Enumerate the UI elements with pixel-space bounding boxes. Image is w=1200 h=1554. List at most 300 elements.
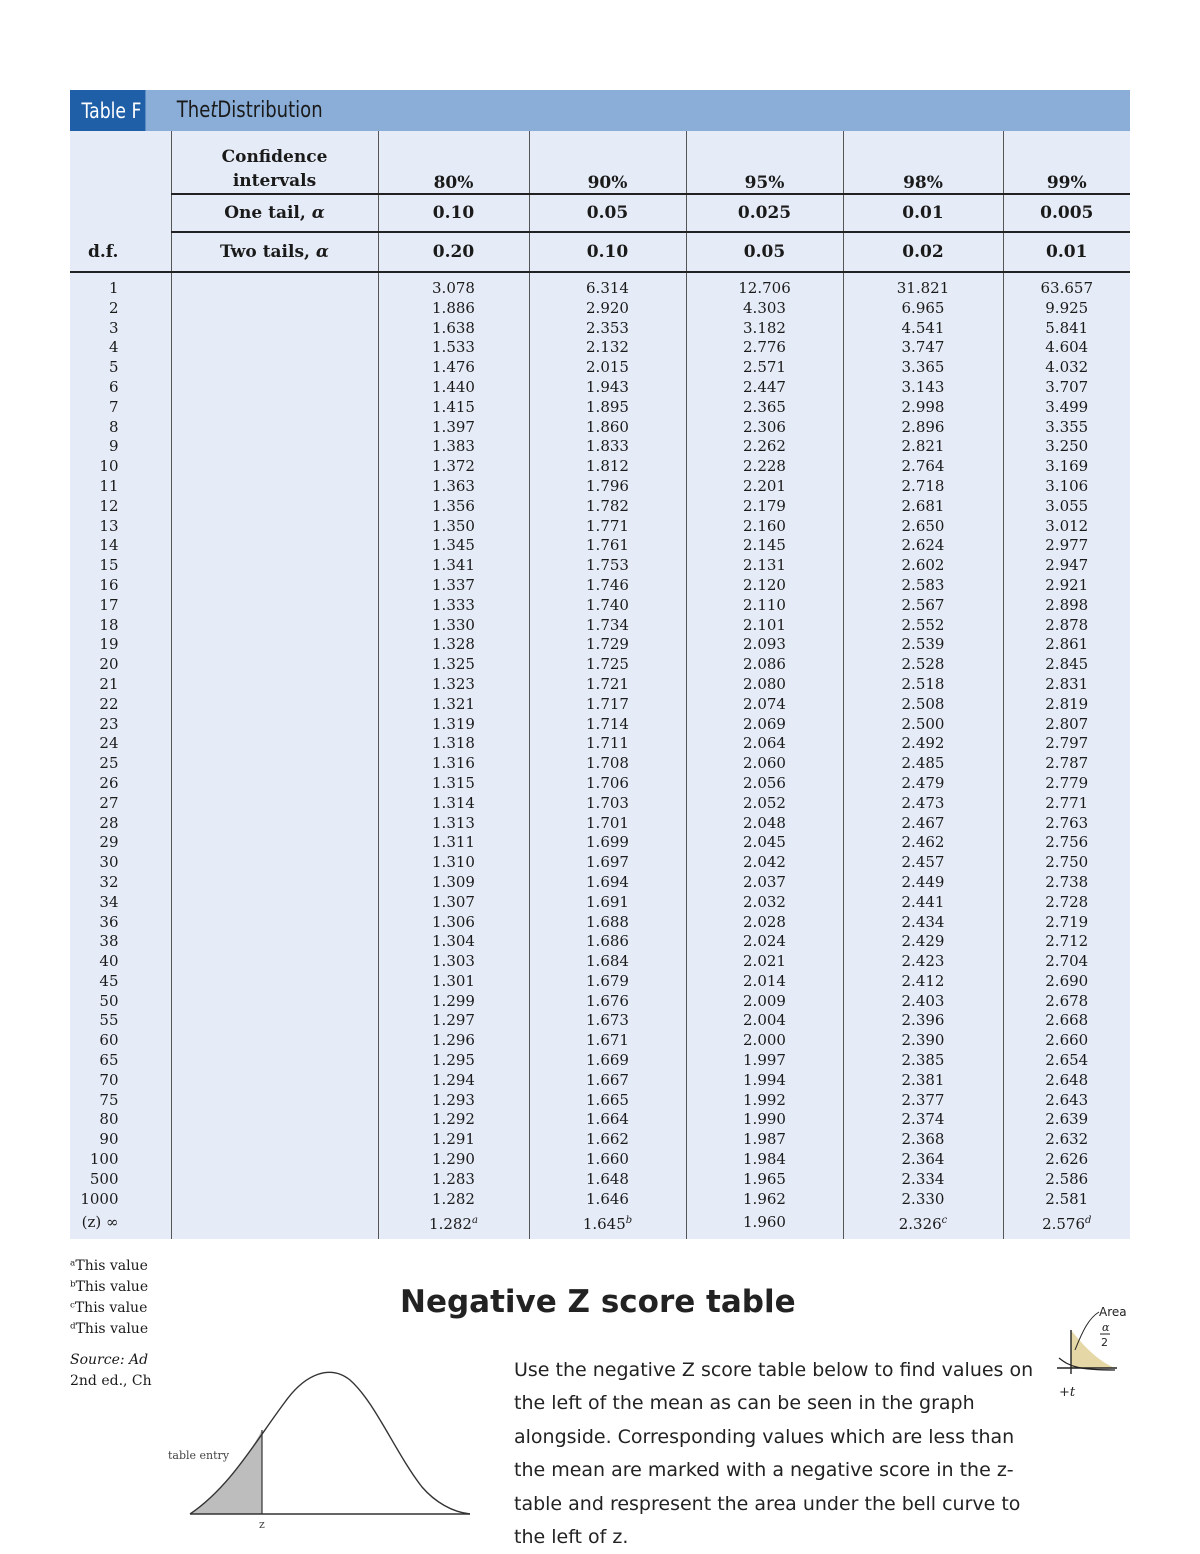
critical-value: 1.711 [529, 734, 686, 754]
two-tail-header: 0.10 [529, 232, 686, 272]
critical-value: 1.440 [378, 378, 529, 398]
table-row [70, 616, 1130, 636]
df-value: 12 [99, 496, 119, 515]
critical-value: 2.434 [843, 913, 1003, 933]
critical-value: 1.299 [378, 992, 529, 1012]
t-axis-label: +t [1059, 1385, 1076, 1400]
df-value: 16 [99, 575, 119, 594]
critical-value: 2.750 [1003, 853, 1130, 873]
critical-value: 2.704 [1003, 952, 1130, 972]
critical-value: 2.719 [1003, 913, 1130, 933]
critical-value: 1.679 [529, 972, 686, 992]
table-row [70, 734, 1130, 754]
critical-value: 1.962 [686, 1190, 843, 1210]
critical-value: 2.738 [1003, 873, 1130, 893]
critical-value: 2.763 [1003, 814, 1130, 834]
df-value: 13 [99, 516, 119, 535]
critical-value: 2.429 [843, 932, 1003, 952]
label-spacer [171, 616, 378, 636]
t-distribution-sheet [70, 90, 1130, 1239]
critical-value: 1.301 [378, 972, 529, 992]
critical-value: 2.797 [1003, 734, 1130, 754]
critical-value: 1.753 [529, 556, 686, 576]
critical-value: 6.314 [529, 272, 686, 299]
table-row [70, 497, 1130, 517]
label-spacer [171, 1130, 378, 1150]
label-spacer [171, 853, 378, 873]
critical-value: 1.860 [529, 418, 686, 438]
critical-value: 1.304 [378, 932, 529, 952]
table-row [70, 378, 1130, 398]
critical-value: 2.977 [1003, 536, 1130, 556]
critical-value: 2.831 [1003, 675, 1130, 695]
table-row [70, 576, 1130, 596]
critical-value: 2.583 [843, 576, 1003, 596]
table-row [70, 272, 1130, 299]
table-row [70, 398, 1130, 418]
critical-value: 2.821 [843, 437, 1003, 457]
critical-value: 1.686 [529, 932, 686, 952]
critical-value: 1.721 [529, 675, 686, 695]
critical-value: 3.012 [1003, 517, 1130, 537]
conf-header: 95% [686, 131, 843, 194]
label-spacer [171, 655, 378, 675]
df-value: 25 [99, 754, 119, 773]
label-spacer [171, 814, 378, 834]
critical-value: 2.654 [1003, 1051, 1130, 1071]
label-spacer [171, 1150, 378, 1170]
df-value: 6 [108, 377, 119, 396]
critical-value: 2.624 [843, 536, 1003, 556]
critical-value: 2.330 [843, 1190, 1003, 1210]
table-row [70, 972, 1130, 992]
df-value: 65 [99, 1051, 119, 1070]
critical-value: 2.412 [843, 972, 1003, 992]
critical-value: 2.074 [686, 695, 843, 715]
critical-value: 1.994 [686, 1071, 843, 1091]
label-spacer [171, 774, 378, 794]
critical-value: 2.998 [843, 398, 1003, 418]
df-value: 32 [99, 872, 119, 891]
area-shade [1071, 1330, 1115, 1368]
critical-value: 2.552 [843, 616, 1003, 636]
one-tail-header: 0.005 [1003, 194, 1130, 232]
source-line-2: 2nd ed., Ch [70, 1373, 152, 1389]
critical-value: 2.712 [1003, 932, 1130, 952]
critical-value: 2.334 [843, 1170, 1003, 1190]
df-value: 34 [99, 892, 119, 911]
table-row [70, 715, 1130, 735]
label-spacer [171, 893, 378, 913]
label-spacer [171, 992, 378, 1012]
footnote-marker: d [1085, 1214, 1092, 1226]
table-row [70, 635, 1130, 655]
one-tail-header: 0.05 [529, 194, 686, 232]
label-spacer [171, 1051, 378, 1071]
critical-value: 2.262 [686, 437, 843, 457]
table-title: The t Distribution [176, 98, 323, 123]
table-row [70, 675, 1130, 695]
table-row [70, 536, 1130, 556]
critical-value: 2.120 [686, 576, 843, 596]
critical-value: 1.688 [529, 913, 686, 933]
critical-value: 1.328 [378, 635, 529, 655]
critical-value: 2.086 [686, 655, 843, 675]
table-row [70, 1170, 1130, 1190]
table-row [70, 1091, 1130, 1111]
conf-header: 98% [843, 131, 1003, 194]
critical-value: 2.728 [1003, 893, 1130, 913]
critical-value: 2.845 [1003, 655, 1130, 675]
table-row [70, 1071, 1130, 1091]
df-value: 5 [108, 358, 119, 377]
critical-value: 1.316 [378, 754, 529, 774]
table-row [70, 1051, 1130, 1071]
critical-value: 3.169 [1003, 457, 1130, 477]
critical-value: 1.383 [378, 437, 529, 457]
critical-value: 2.457 [843, 853, 1003, 873]
critical-value: 1.319 [378, 715, 529, 735]
critical-value: 3.106 [1003, 477, 1130, 497]
table-row [70, 1011, 1130, 1031]
df-value: 70 [99, 1070, 119, 1089]
label-spacer [171, 794, 378, 814]
critical-value: 1.345 [378, 536, 529, 556]
critical-value: 2.364 [843, 1150, 1003, 1170]
critical-value: 2.787 [1003, 754, 1130, 774]
label-spacer [171, 418, 378, 438]
critical-value: 2.518 [843, 675, 1003, 695]
critical-value: 1.812 [529, 457, 686, 477]
label-spacer [171, 952, 378, 972]
critical-value: 1.533 [378, 338, 529, 358]
df-value: 4 [108, 338, 119, 357]
conf-header: 99% [1003, 131, 1130, 194]
title-bar [70, 90, 1130, 131]
df-value: 80 [99, 1110, 119, 1129]
critical-value: 1.761 [529, 536, 686, 556]
critical-value: 2.015 [529, 358, 686, 378]
label-spacer [171, 497, 378, 517]
critical-value: 2.756 [1003, 833, 1130, 853]
label-spacer [171, 1091, 378, 1111]
critical-value: 2.385 [843, 1051, 1003, 1071]
label-spacer [171, 378, 378, 398]
critical-value: 1.295 [378, 1051, 529, 1071]
critical-value: 1.676 [529, 992, 686, 1012]
df-value: 11 [99, 476, 119, 495]
critical-value: 2.021 [686, 952, 843, 972]
table-row [70, 358, 1130, 378]
table-row [70, 1190, 1130, 1210]
critical-value: 1.648 [529, 1170, 686, 1190]
critical-value: 1.283 [378, 1170, 529, 1190]
critical-value: 1.293 [378, 1091, 529, 1111]
two-tail-header-row [70, 232, 1130, 272]
df-value: 100 [89, 1150, 119, 1169]
critical-value: 1.706 [529, 774, 686, 794]
critical-value: 2.896 [843, 418, 1003, 438]
table-row-infinity [70, 1209, 1130, 1239]
critical-value: 2.009 [686, 992, 843, 1012]
critical-value: 3.747 [843, 338, 1003, 358]
critical-value: 1.729 [529, 635, 686, 655]
critical-value: 1.645$^b$ [529, 1209, 686, 1239]
df-value: 19 [99, 635, 119, 654]
critical-value: 2.403 [843, 992, 1003, 1012]
label-spacer [171, 556, 378, 576]
label-spacer [171, 596, 378, 616]
critical-value: 2.639 [1003, 1110, 1130, 1130]
table-row [70, 913, 1130, 933]
critical-value: 1.321 [378, 695, 529, 715]
critical-value: 1.697 [529, 853, 686, 873]
confidence-label: Confidence intervals [171, 131, 378, 194]
critical-value: 1.699 [529, 833, 686, 853]
critical-value: 1.671 [529, 1031, 686, 1051]
df-value: 20 [99, 655, 119, 674]
critical-value: 9.925 [1003, 299, 1130, 319]
critical-value: 1.323 [378, 675, 529, 695]
label-spacer [171, 1170, 378, 1190]
critical-value: 1.290 [378, 1150, 529, 1170]
df-value: 2 [108, 298, 119, 317]
df-value: 23 [99, 714, 119, 733]
table-entry-label: table entry [168, 1449, 230, 1462]
critical-value: 2.528 [843, 655, 1003, 675]
label-spacer [171, 477, 378, 497]
label-spacer [171, 319, 378, 339]
critical-value: 2.000 [686, 1031, 843, 1051]
critical-value: 1.476 [378, 358, 529, 378]
table-row [70, 299, 1130, 319]
critical-value: 2.377 [843, 1091, 1003, 1111]
critical-value: 2.467 [843, 814, 1003, 834]
critical-value: 1.684 [529, 952, 686, 972]
critical-value: 1.341 [378, 556, 529, 576]
critical-value: 2.374 [843, 1110, 1003, 1130]
label-spacer [171, 754, 378, 774]
left-tail-area [190, 1430, 262, 1514]
df-value: 45 [99, 971, 119, 990]
critical-value: 2.449 [843, 873, 1003, 893]
critical-value: 2.771 [1003, 794, 1130, 814]
critical-value: 1.997 [686, 1051, 843, 1071]
label-spacer [171, 972, 378, 992]
critical-value: 2.920 [529, 299, 686, 319]
table-row [70, 754, 1130, 774]
df-value: 55 [99, 1011, 119, 1030]
df-value: 3 [108, 318, 119, 337]
critical-value: 2.660 [1003, 1031, 1130, 1051]
one-tail-header: 0.10 [378, 194, 529, 232]
critical-value: 3.055 [1003, 497, 1130, 517]
critical-value: 2.045 [686, 833, 843, 853]
table-row [70, 596, 1130, 616]
df-value: 24 [99, 734, 119, 753]
critical-value: 2.921 [1003, 576, 1130, 596]
t-distribution-table [70, 131, 1130, 1239]
critical-value: 2.473 [843, 794, 1003, 814]
critical-value: 2.581 [1003, 1190, 1130, 1210]
critical-value: 1.314 [378, 794, 529, 814]
one-tail-header: 0.025 [686, 194, 843, 232]
critical-value: 2.069 [686, 715, 843, 735]
critical-value: 1.310 [378, 853, 529, 873]
critical-value: 1.691 [529, 893, 686, 913]
critical-value: 1.703 [529, 794, 686, 814]
critical-value: 2.080 [686, 675, 843, 695]
critical-value: 2.678 [1003, 992, 1130, 1012]
label-spacer [171, 457, 378, 477]
label-spacer [171, 932, 378, 952]
critical-value: 2.681 [843, 497, 1003, 517]
table-body [70, 272, 1130, 1239]
df-value: 500 [89, 1169, 119, 1188]
one-tail-header: 0.01 [843, 194, 1003, 232]
conf-header: 90% [529, 131, 686, 194]
label-spacer [171, 695, 378, 715]
critical-value: 3.250 [1003, 437, 1130, 457]
label-spacer [171, 715, 378, 735]
critical-value: 1.307 [378, 893, 529, 913]
critical-value: 2.485 [843, 754, 1003, 774]
critical-value: 2.898 [1003, 596, 1130, 616]
critical-value: 1.664 [529, 1110, 686, 1130]
df-value: 18 [99, 615, 119, 634]
df-value: 17 [99, 595, 119, 614]
df-value: 60 [99, 1031, 119, 1050]
critical-value: 2.878 [1003, 616, 1130, 636]
table-row [70, 695, 1130, 715]
df-value: 26 [99, 773, 119, 792]
critical-value: 2.306 [686, 418, 843, 438]
critical-value: 63.657 [1003, 272, 1130, 299]
critical-value: 1.734 [529, 616, 686, 636]
label-spacer [171, 338, 378, 358]
label-spacer [171, 536, 378, 556]
critical-value: 1.303 [378, 952, 529, 972]
critical-value: 1.782 [529, 497, 686, 517]
df-value: 38 [99, 932, 119, 951]
table-row [70, 319, 1130, 339]
table-row [70, 873, 1130, 893]
table-row [70, 517, 1130, 537]
critical-value: 2.602 [843, 556, 1003, 576]
critical-value: 1.315 [378, 774, 529, 794]
label-spacer [171, 398, 378, 418]
critical-value: 1.717 [529, 695, 686, 715]
critical-value: 2.807 [1003, 715, 1130, 735]
critical-value: 6.965 [843, 299, 1003, 319]
critical-value: 1.984 [686, 1150, 843, 1170]
df-value: 29 [99, 833, 119, 852]
df-value: 28 [99, 813, 119, 832]
label-spacer [171, 635, 378, 655]
critical-value: 2.145 [686, 536, 843, 556]
critical-value: 2.586 [1003, 1170, 1130, 1190]
critical-value: 4.604 [1003, 338, 1130, 358]
label-spacer [171, 913, 378, 933]
z-axis-label: z [259, 1518, 265, 1531]
critical-value: 1.725 [529, 655, 686, 675]
critical-value: 2.462 [843, 833, 1003, 853]
df-value: 7 [108, 397, 119, 416]
critical-value: 1.292 [378, 1110, 529, 1130]
df-header: d.f. [70, 232, 171, 272]
critical-value: 1.363 [378, 477, 529, 497]
label-spacer [171, 437, 378, 457]
critical-value: 3.143 [843, 378, 1003, 398]
df-value: 90 [99, 1130, 119, 1149]
critical-value: 1.294 [378, 1071, 529, 1091]
df-value: 27 [99, 793, 119, 812]
critical-value: 1.833 [529, 437, 686, 457]
footnote-b: ᵇThis value [70, 1279, 149, 1295]
critical-value: 2.718 [843, 477, 1003, 497]
critical-value: 2.024 [686, 932, 843, 952]
table-row [70, 437, 1130, 457]
table-row [70, 457, 1130, 477]
area-figure [1055, 1300, 1135, 1400]
one-tail-header-row [70, 194, 1130, 232]
critical-value: 12.706 [686, 272, 843, 299]
critical-value: 2.390 [843, 1031, 1003, 1051]
critical-value: 2.447 [686, 378, 843, 398]
critical-value: 4.541 [843, 319, 1003, 339]
label-spacer [171, 873, 378, 893]
critical-value: 1.306 [378, 913, 529, 933]
critical-value: 2.368 [843, 1130, 1003, 1150]
critical-value: 1.990 [686, 1110, 843, 1130]
critical-value: 1.694 [529, 873, 686, 893]
critical-value: 2.643 [1003, 1091, 1130, 1111]
critical-value: 1.771 [529, 517, 686, 537]
critical-value: 2.492 [843, 734, 1003, 754]
critical-value: 2.004 [686, 1011, 843, 1031]
two-label: 2 [1101, 1336, 1108, 1349]
label-spacer [171, 576, 378, 596]
critical-value: 1.333 [378, 596, 529, 616]
critical-value: 1.714 [529, 715, 686, 735]
df-value: 15 [99, 556, 119, 575]
footnote-marker: a [471, 1214, 478, 1226]
table-row [70, 853, 1130, 873]
table-row [70, 932, 1130, 952]
critical-value: 1.638 [378, 319, 529, 339]
critical-value: 2.626 [1003, 1150, 1130, 1170]
two-tail-header: 0.05 [686, 232, 843, 272]
critical-value: 1.350 [378, 517, 529, 537]
critical-value: 1.886 [378, 299, 529, 319]
critical-value: 3.365 [843, 358, 1003, 378]
table-row [70, 1110, 1130, 1130]
one-tail-label: One tail, α [171, 194, 378, 232]
critical-value: 2.632 [1003, 1130, 1130, 1150]
table-row [70, 1031, 1130, 1051]
critical-value: 1.740 [529, 596, 686, 616]
critical-value: 1.309 [378, 873, 529, 893]
footnote-marker: b [625, 1214, 633, 1226]
critical-value: 31.821 [843, 272, 1003, 299]
critical-value: 2.132 [529, 338, 686, 358]
table-row [70, 992, 1130, 1012]
critical-value: 2.947 [1003, 556, 1130, 576]
label-spacer [171, 358, 378, 378]
critical-value: 1.965 [686, 1170, 843, 1190]
area-label: Area [1099, 1305, 1127, 1319]
critical-value: 1.282 [378, 1190, 529, 1210]
